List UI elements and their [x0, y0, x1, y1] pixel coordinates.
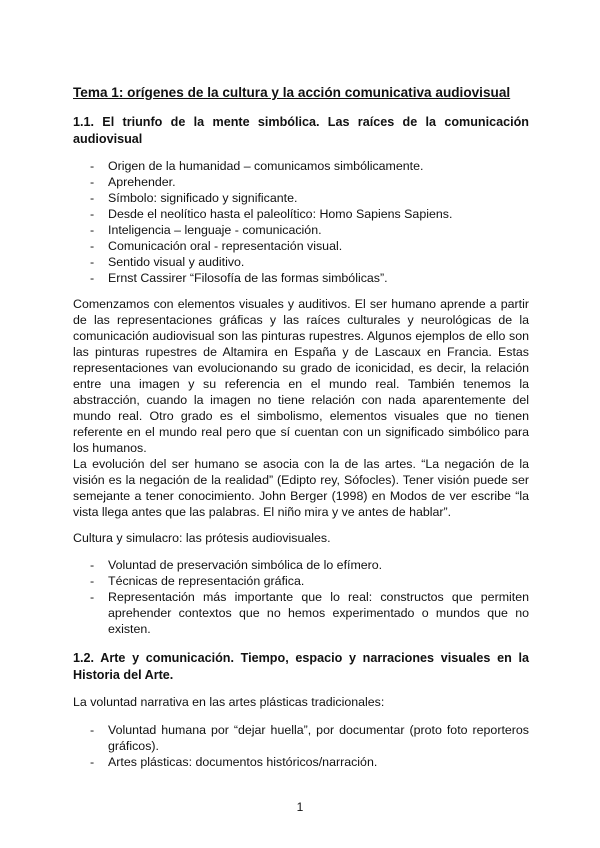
- bullet-dash: -: [90, 207, 95, 221]
- bullet-dash: -: [90, 271, 95, 285]
- bullet-dash: -: [90, 255, 95, 269]
- list-item: - Representación más importante que lo real: constructos que permiten aprehender contextos que no hemos experimentado o mundos que no existen.: [90, 590, 529, 636]
- list-item: - Voluntad de preservación simbólica de lo efímero.: [90, 558, 383, 572]
- section-1-paragraph-3: Cultura y simulacro: las prótesis audiovisuales.: [73, 531, 331, 545]
- section-1-paragraph-2: La evolución del ser humano se asocia con la de las artes. “La negación de la visión es la negación de la realidad” (Edipto rey, Sófocles). Tener visión puede ser semejante a tener conocimiento. John Berger (1998) en Modos de ver escribe “la vista llega antes que las palabras. El niño mira y ve antes de hablar”.: [73, 457, 529, 519]
- section-1-heading: 1.1. El triunfo de la mente simbólica. Las raíces de la comunicación audiovisual: [73, 115, 529, 146]
- bullet-dash: -: [90, 223, 95, 237]
- bullet-dash: -: [90, 755, 95, 769]
- bullet-dash: -: [90, 723, 95, 737]
- section-1-bullet-list-2: [73, 557, 529, 637]
- section-2-paragraph-1: La voluntad narrativa en las artes plásticas tradicionales:: [73, 695, 385, 709]
- bullet-dash: -: [90, 239, 95, 253]
- bullet-dash: -: [90, 191, 95, 205]
- bullet-dash: -: [90, 590, 95, 604]
- list-item: - Ernst Cassirer “Filosofía de las formas simbólicas”.: [90, 271, 388, 285]
- list-item: - Artes plásticas: documentos históricos/narración.: [90, 755, 378, 769]
- list-item: - Voluntad humana por “dejar huella”, por documentar (proto foto reporteros gráficos).: [90, 723, 529, 753]
- section-2-bullet-list: [73, 722, 529, 770]
- bullet-dash: -: [90, 558, 95, 572]
- list-item: - Origen de la humanidad – comunicamos simbólicamente.: [90, 159, 424, 173]
- section-1-bullet-list: [73, 158, 529, 286]
- list-item: - Comunicación oral - representación visual.: [90, 239, 343, 253]
- list-item: - Sentido visual y auditivo.: [90, 255, 245, 269]
- page-number: 1: [296, 800, 304, 814]
- list-item: - Inteligencia – lenguaje - comunicación.: [90, 223, 322, 237]
- section-1-paragraph-1: Comenzamos con elementos visuales y auditivos. El ser humano aprende a partir de las representaciones gráficas y las raíces culturales y neurológicas de la comunicación audiovisual son las pinturas rupestres. Algunos ejemplos de ello son las pinturas rupestres de Altamira en España y de Lascaux en Francia. Estas representaciones van evolucionando su grado de iconicidad, es decir, la relación entre una imagen y su referencia en el mundo real. También tenemos la abstracción, cuando la imagen no tiene relación con nada aparentemente del mundo real. Otro grado es el simbolismo, elementos visuales que no tienen referente en el mundo real pero que sí cuentan con un significado simbólico para los humanos.: [73, 297, 529, 455]
- bullet-dash: -: [90, 175, 95, 189]
- list-item: - Símbolo: significado y significante.: [90, 191, 298, 205]
- list-item: - Aprehender.: [90, 175, 176, 189]
- section-2-heading: 1.2. Arte y comunicación. Tiempo, espacio y narraciones visuales en la Historia del Arte.: [73, 651, 529, 682]
- document-title: Tema 1: orígenes de la cultura y la acción comunicativa audiovisual: [73, 85, 511, 100]
- bullet-dash: -: [90, 159, 95, 173]
- bullet-dash: -: [90, 574, 95, 588]
- list-item: - Técnicas de representación gráfica.: [90, 574, 305, 588]
- list-item: - Desde el neolítico hasta el paleolítico: Homo Sapiens Sapiens.: [90, 207, 453, 221]
